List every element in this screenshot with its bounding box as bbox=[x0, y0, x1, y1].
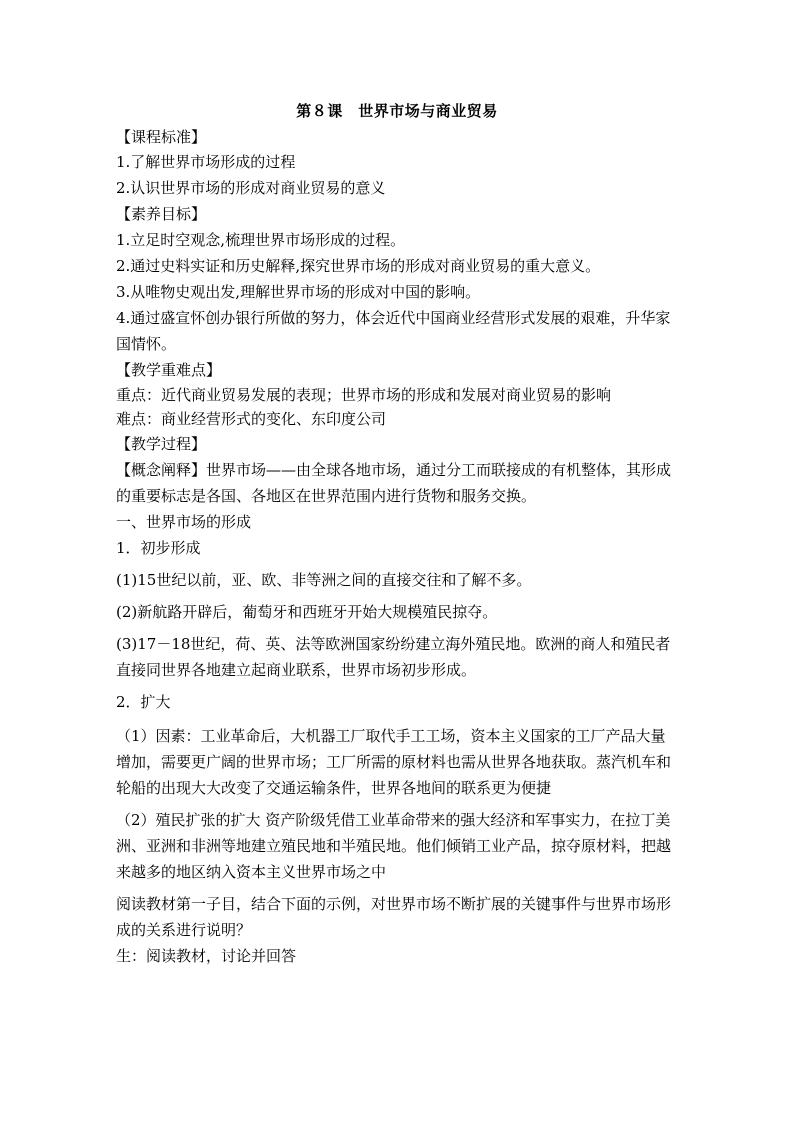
student-response: 生：阅读教材，讨论并回答 bbox=[116, 947, 297, 965]
literacy-goal-item: 4.通过盛宣怀创办银行所做的努力，体会近代中国商业经营形式发展的艰难，升华家国情怀。 bbox=[116, 309, 671, 353]
sub2-item: （2）殖民扩张的扩大 资产阶级凭借工业革命带来的强大经济和军事实力，在拉丁美洲、亚洲和非洲等地建立殖民地和半殖民地。他们倾销工业产品，掠夺原材料，把越来越多的地区纳入资本主义世界市场之中 bbox=[116, 811, 672, 881]
reading-task: 阅读教材第一子目，结合下面的示例，对世界市场不断扩展的关键事件与世界市场形成的关系进行说明？ bbox=[116, 895, 672, 939]
process-heading: 【教学过程】 bbox=[116, 435, 207, 453]
literacy-goals-heading: 【素养目标】 bbox=[116, 205, 207, 223]
key-points: 重点：近代商业贸易发展的表现；世界市场的形成和发展对商业贸易的影响 bbox=[116, 386, 612, 404]
literacy-goal-item: 1.立足时空观念,梳理世界市场形成的过程。 bbox=[116, 231, 406, 249]
concept-explanation: 【概念阐释】世界市场——由全球各地市场，通过分工而联接成的有机整体，其形成的重要标志是各国、各地区在世界范围内进行货物和服务交换。 bbox=[116, 461, 672, 505]
literacy-goal-item: 3.从唯物史观出发,理解世界市场的形成对中国的影响。 bbox=[116, 283, 481, 301]
part-one-heading: 一、世界市场的形成 bbox=[116, 513, 252, 531]
lesson-title: 第８课 世界市场与商业贸易 bbox=[296, 102, 498, 120]
key-difficult-heading: 【教学重难点】 bbox=[116, 361, 222, 379]
difficult-points: 难点：商业经营形式的变化、东印度公司 bbox=[116, 410, 387, 428]
sub1-item: (1)15世纪以前，亚、欧、非等洲之间的直接交往和了解不多。 bbox=[116, 571, 532, 589]
literacy-goal-item: 2.通过史料实证和历史解释,探究世界市场的形成对商业贸易的重大意义。 bbox=[116, 257, 601, 275]
sub1-item: (3)17－18世纪，荷、英、法等欧洲国家纷纷建立海外殖民地。欧洲的商人和殖民者直接同世界各地建立起商业联系，世界市场初步形成。 bbox=[116, 635, 671, 679]
sub1-heading: 1．初步形成 bbox=[116, 539, 201, 557]
curriculum-standard-item: 1.了解世界市场形成的过程 bbox=[116, 153, 296, 171]
document-body bbox=[116, 125, 680, 969]
curriculum-standard-item: 2.认识世界市场的形成对商业贸易的意义 bbox=[116, 179, 386, 197]
sub2-item: （1）因素：工业革命后，大机器工厂取代手工工场，资本主义国家的工厂产品大量增加，需要更广阔的世界市场；工厂所需的原材料也需从世界各地获取。蒸汽机车和轮船的出现大大改变了交通运输条件，世界各地间的联系更为便捷 bbox=[116, 727, 672, 797]
curriculum-standard-heading: 【课程标准】 bbox=[116, 128, 207, 146]
sub1-item: (2)新航路开辟后，葡萄牙和西班牙开始大规模殖民掠夺。 bbox=[116, 603, 498, 621]
sub2-heading: 2．扩大 bbox=[116, 693, 171, 711]
